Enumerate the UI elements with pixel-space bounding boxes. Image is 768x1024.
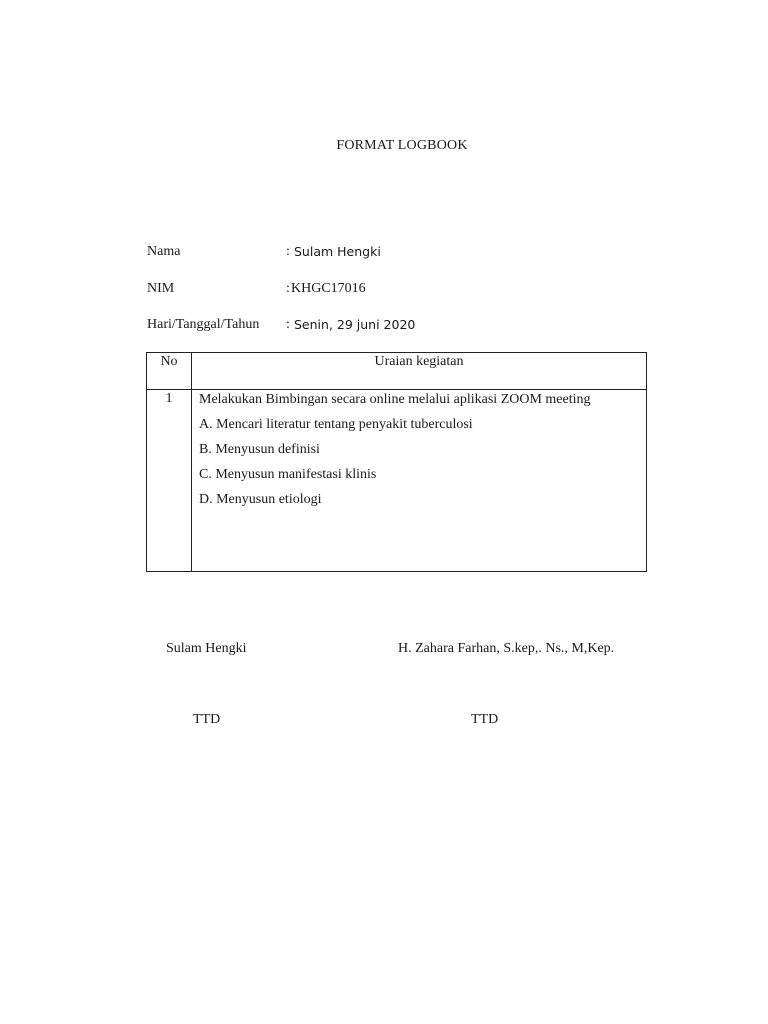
field-label-nim: NIM <box>147 281 175 296</box>
signature-ttd-right: TTD <box>471 712 499 727</box>
field-label-nama: Nama <box>147 244 181 259</box>
table-row-divider <box>147 389 646 390</box>
table-header-uraian: Uraian kegiatan <box>374 354 464 369</box>
field-separator: : <box>286 244 290 259</box>
table-header-no: No <box>160 354 178 369</box>
table-cell-uraian <box>199 391 642 516</box>
field-value-tanggal: Senin, 29 juni 2020 <box>294 317 416 332</box>
table-cell-no: 1 <box>165 391 173 406</box>
signature-ttd-left: TTD <box>193 712 221 727</box>
signer-name-left: Sulam Hengki <box>166 641 247 656</box>
activity-line: B. Menyusun definisi <box>199 442 320 457</box>
activity-line: C. Menyusun manifestasi klinis <box>199 467 377 482</box>
activity-table <box>146 352 647 572</box>
field-separator: : <box>286 281 290 296</box>
activity-line: D. Menyusun etiologi <box>199 492 322 507</box>
activity-line: A. Mencari literatur tentang penyakit tuberculosi <box>199 417 473 432</box>
field-value-nim: KHGC17016 <box>291 281 366 296</box>
field-value-nama: Sulam Hengki <box>294 244 381 259</box>
table-column-divider <box>191 353 192 571</box>
activity-line: Melakukan Bimbingan secara online melalui aplikasi ZOOM meeting <box>199 392 591 407</box>
signer-name-right: H. Zahara Farhan, S.kep,. Ns., M,Kep. <box>398 641 615 656</box>
document-title: FORMAT LOGBOOK <box>336 138 468 153</box>
field-label-tanggal: Hari/Tanggal/Tahun <box>147 317 260 332</box>
field-separator: : <box>286 317 290 332</box>
